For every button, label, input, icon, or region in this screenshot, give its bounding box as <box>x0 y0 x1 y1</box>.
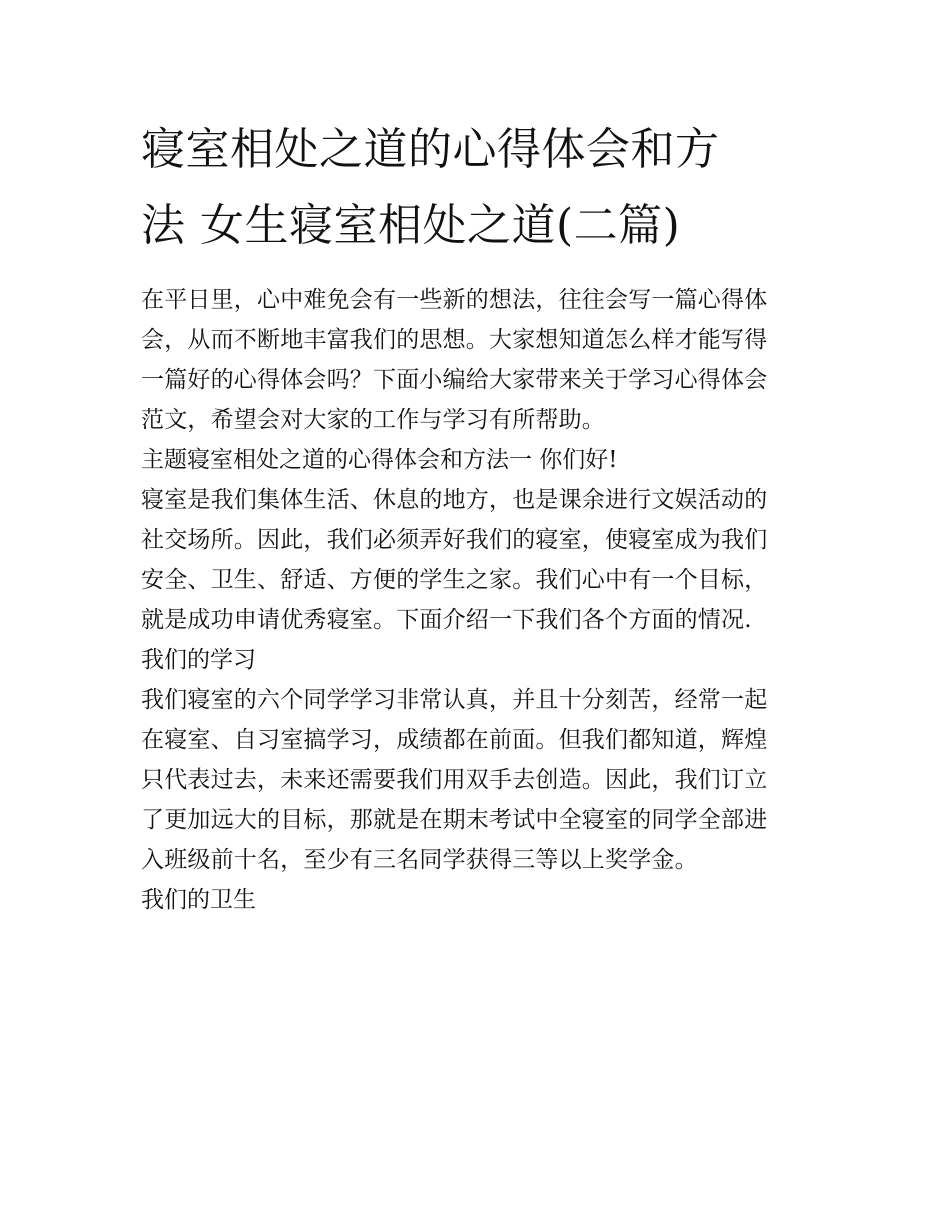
section-subtitle: 主题寝室相处之道的心得体会和方法一 你们好! <box>141 447 618 473</box>
title-line: 寝室相处之道的心得体会和方 <box>141 124 720 175</box>
text-line: 寝室是我们集体生活、休息的地方，也是课余进行文娱活动的 <box>141 487 768 513</box>
text-line: 社交场所。因此，我们必须弄好我们的寝室，使寝室成为我们 <box>141 527 768 553</box>
document-body <box>141 280 821 920</box>
dorm-intro-paragraph <box>141 480 821 640</box>
text-line: 在寝室、自习室搞学习，成绩都在前面。但我们都知道，辉煌 <box>141 727 768 753</box>
text-line: 范文，希望会对大家的工作与学习有所帮助。 <box>141 407 605 433</box>
intro-paragraph <box>141 280 821 440</box>
text-line: 会，从而不断地丰富我们的思想。大家想知道怎么样才能写得 <box>141 327 768 353</box>
document-page <box>141 112 821 920</box>
document-title <box>141 112 821 264</box>
text-line: 入班级前十名，至少有三名同学获得三等以上奖学金。 <box>141 847 698 873</box>
text-line: 了更加远大的目标，那就是在期末考试中全寝室的同学全部进 <box>141 807 768 833</box>
text-line: 安全、卫生、舒适、方便的学生之家。我们心中有一个目标， <box>141 567 768 593</box>
text-line: 我们寝室的六个同学学习非常认真，并且十分刻苦，经常一起 <box>141 687 768 713</box>
title-line: 法 女生寝室相处之道(二篇) <box>141 200 681 251</box>
section-heading-hygiene: 我们的卫生 <box>141 887 256 913</box>
section-heading-study: 我们的学习 <box>141 647 256 673</box>
text-line: 只代表过去，未来还需要我们用双手去创造。因此，我们订立 <box>141 767 768 793</box>
text-line: 一篇好的心得体会吗？下面小编给大家带来关于学习心得体会 <box>141 367 768 393</box>
text-line: 就是成功申请优秀寝室。下面介绍一下我们各个方面的情况. <box>141 607 752 633</box>
text-line: 在平日里，心中难免会有一些新的想法，往往会写一篇心得体 <box>141 287 768 313</box>
study-paragraph <box>141 680 821 880</box>
